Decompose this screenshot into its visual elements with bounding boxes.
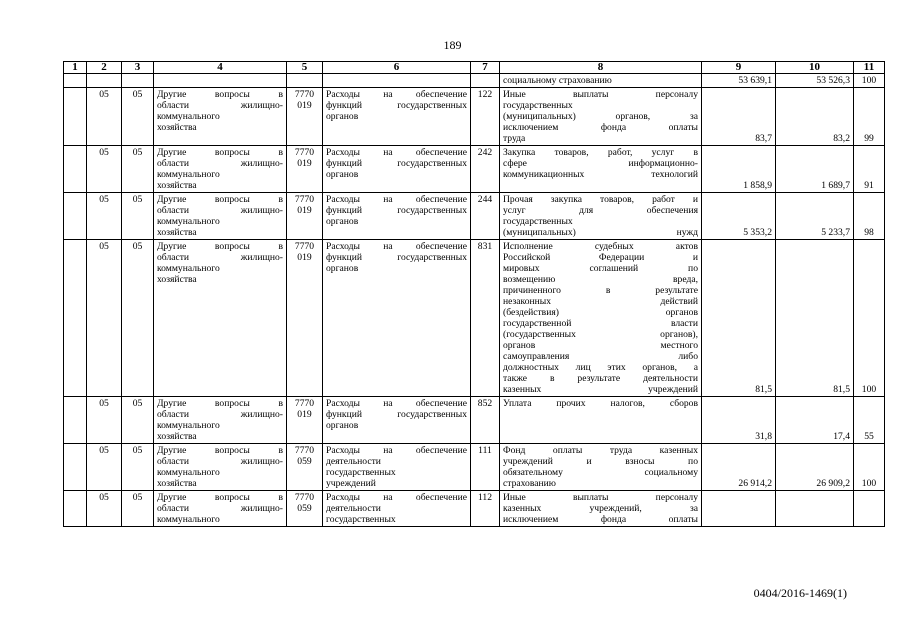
subsection-code: 05	[122, 88, 154, 146]
section-name-line: коммунального	[157, 263, 220, 274]
subsection-code: 05	[122, 193, 154, 240]
empty-cell	[64, 146, 87, 193]
expense-type-name-line: (бездействия) органов	[503, 307, 698, 318]
program-code	[287, 491, 323, 527]
expense-type-name-line: государственной власти	[503, 318, 698, 329]
section-code: 05	[87, 444, 122, 491]
expense-type-name-line: также в результате деятельности	[503, 373, 698, 384]
expense-type-name-line: труда	[503, 133, 526, 144]
expense-name-line: Расходы на обеспечение	[326, 241, 467, 252]
section-name-line: области жилищно-	[157, 158, 283, 169]
expense-type-code: 244	[471, 193, 500, 240]
table-row	[64, 193, 885, 240]
section-code: 05	[87, 397, 122, 444]
section-name-line: коммунального	[157, 420, 220, 431]
section-name-line: Другие вопросы в	[157, 445, 283, 456]
expense-type-name-line: Российской Федерации и	[503, 252, 698, 263]
expense-type-name-line: должностных лиц этих органов, а	[503, 362, 698, 373]
expense-type-name	[500, 146, 702, 193]
section-name-line: коммунального	[157, 216, 220, 227]
section-name-line: хозяйства	[157, 227, 197, 238]
expense-type-name-line: исключением фонда оплаты	[503, 514, 698, 525]
expense-name-line: Расходы на обеспечение	[326, 89, 467, 100]
section-name	[154, 146, 287, 193]
empty-cell	[154, 74, 287, 88]
header-row	[64, 62, 885, 74]
empty-cell	[87, 74, 122, 88]
expense-type-code: 242	[471, 146, 500, 193]
expense-type-name-line: Иные выплаты персоналу	[503, 89, 698, 100]
section-code: 05	[87, 240, 122, 397]
section-name-line: коммунального	[157, 467, 220, 478]
header-cell: 9	[702, 62, 776, 74]
expense-name	[323, 397, 471, 444]
subsection-code: 05	[122, 397, 154, 444]
expense-type-name	[500, 444, 702, 491]
header-cell: 11	[854, 62, 885, 74]
expense-name-line: государственных	[326, 514, 396, 525]
table-row	[64, 240, 885, 397]
actual-amount	[776, 491, 854, 527]
subsection-code: 05	[122, 491, 154, 527]
header-cell: 6	[323, 62, 471, 74]
execution-percent	[854, 491, 885, 527]
actual-amount: 17,4	[776, 397, 854, 444]
expense-name-line: Расходы на обеспечение	[326, 194, 467, 205]
section-name-line: хозяйства	[157, 478, 197, 489]
expense-type-name-line: (муниципальных) органов, за	[503, 111, 698, 122]
expense-name-line: функций государственных	[326, 158, 467, 169]
document-code: 0404/2016-1469(1)	[753, 586, 847, 600]
carry-row	[64, 74, 885, 88]
expense-type-name-line: Иные выплаты персоналу	[503, 492, 698, 503]
actual-amount: 26 909,2	[776, 444, 854, 491]
expense-name-line: функций государственных	[326, 205, 467, 216]
execution-percent: 55	[854, 397, 885, 444]
program-code	[287, 193, 323, 240]
expense-name-line: деятельности	[326, 503, 381, 514]
expense-name	[323, 240, 471, 397]
expense-type-name	[500, 193, 702, 240]
section-name	[154, 240, 287, 397]
table-row	[64, 444, 885, 491]
expense-type-name-line: (государственных органов),	[503, 329, 698, 340]
section-name-line: хозяйства	[157, 274, 197, 285]
actual-amount: 1 689,7	[776, 146, 854, 193]
expense-type-name-line: Закупка товаров, работ, услуг в	[503, 147, 698, 158]
plan-amount: 83,7	[702, 88, 776, 146]
program-code-line: 059	[297, 456, 312, 467]
expense-name-line: государственных	[326, 467, 396, 478]
plan-amount: 5 353,2	[702, 193, 776, 240]
expense-name-line: органов	[326, 216, 359, 227]
expense-name	[323, 193, 471, 240]
expense-name	[323, 88, 471, 146]
actual-amount: 5 233,7	[776, 193, 854, 240]
section-name-line: области жилищно-	[157, 252, 283, 263]
section-name-line: Другие вопросы в	[157, 398, 283, 409]
expense-type-code: 111	[471, 444, 500, 491]
section-code: 05	[87, 193, 122, 240]
expense-type-code: 122	[471, 88, 500, 146]
expense-name-line: функций государственных	[326, 252, 467, 263]
expense-name-line: функций государственных	[326, 409, 467, 420]
program-code-line: 7770	[294, 241, 315, 252]
expense-type-name-line: исключением фонда оплаты	[503, 122, 698, 133]
plan-amount: 1 858,9	[702, 146, 776, 193]
table-row	[64, 397, 885, 444]
section-name-line: коммунального	[157, 169, 220, 180]
execution-percent: 100	[854, 240, 885, 397]
expense-name-line: Расходы на обеспечение	[326, 445, 467, 456]
expense-type-name-line: учреждений и взносы по	[503, 456, 698, 467]
expense-name-line: учреждений	[326, 478, 376, 489]
execution-percent: 98	[854, 193, 885, 240]
program-code-line: 7770	[294, 89, 315, 100]
section-name-line: Другие вопросы в	[157, 147, 283, 158]
expense-type-name	[500, 88, 702, 146]
carry-description: социальному страхованию	[500, 74, 702, 88]
expense-type-name-line: услуг для обеспечения	[503, 205, 698, 216]
subsection-code: 05	[122, 444, 154, 491]
expense-name	[323, 491, 471, 527]
expense-type-name-line: Исполнение судебных актов	[503, 241, 698, 252]
section-name-line: хозяйства	[157, 122, 197, 133]
expense-type-name-line: мировых соглашений по	[503, 263, 698, 274]
expense-type-name-line: казенных учреждений	[503, 384, 698, 395]
execution-percent: 91	[854, 146, 885, 193]
expense-type-code: 112	[471, 491, 500, 527]
program-code-line: 059	[297, 503, 312, 514]
empty-cell	[64, 74, 87, 88]
expense-type-name-line: возмещению вреда,	[503, 274, 698, 285]
section-name-line: коммунального	[157, 111, 220, 122]
table-row	[64, 491, 885, 527]
expense-name-line: органов	[326, 263, 359, 274]
expense-name	[323, 444, 471, 491]
section-name-line: хозяйства	[157, 431, 197, 442]
header-cell: 8	[500, 62, 702, 74]
section-name-line: Другие вопросы в	[157, 241, 283, 252]
actual-amount: 83,2	[776, 88, 854, 146]
program-code-line: 7770	[294, 194, 315, 205]
header-cell: 1	[64, 62, 87, 74]
program-code-line: 7770	[294, 445, 315, 456]
table-row	[64, 88, 885, 146]
expense-type-name	[500, 491, 702, 527]
program-code-line: 7770	[294, 492, 315, 503]
expense-name-line: органов	[326, 420, 359, 431]
expense-type-name	[500, 240, 702, 397]
section-name	[154, 491, 287, 527]
actual-amount: 81,5	[776, 240, 854, 397]
section-name	[154, 88, 287, 146]
header-cell: 4	[154, 62, 287, 74]
program-code-line: 019	[297, 252, 312, 263]
expense-type-name-line: органов местного	[503, 340, 698, 351]
header-cell: 3	[122, 62, 154, 74]
page-number: 189	[443, 38, 462, 52]
program-code-line: 7770	[294, 147, 315, 158]
section-code: 05	[87, 491, 122, 527]
carry-percent: 100	[854, 74, 885, 88]
program-code	[287, 444, 323, 491]
expense-name	[323, 146, 471, 193]
expense-name-line: органов	[326, 111, 359, 122]
header-cell: 10	[776, 62, 854, 74]
expense-type-code: 852	[471, 397, 500, 444]
expense-type-name-line: обязательному социальному	[503, 467, 698, 478]
expense-type-name	[500, 397, 702, 444]
empty-cell	[64, 444, 87, 491]
section-name-line: области жилищно-	[157, 409, 283, 420]
section-name-line: области жилищно-	[157, 456, 283, 467]
expense-name-line: Расходы на обеспечение	[326, 492, 467, 503]
section-name-line: хозяйства	[157, 180, 197, 191]
expense-name-line: функций государственных	[326, 100, 467, 111]
expense-type-name-line: Фонд оплаты труда казенных	[503, 445, 698, 456]
section-name	[154, 397, 287, 444]
budget-table	[63, 61, 885, 527]
expense-type-name-line: сфере информационно-	[503, 158, 698, 169]
plan-amount: 81,5	[702, 240, 776, 397]
subsection-code: 05	[122, 146, 154, 193]
empty-cell	[64, 240, 87, 397]
expense-name-line: деятельности	[326, 456, 381, 467]
plan-amount: 26 914,2	[702, 444, 776, 491]
section-name-line: области жилищно-	[157, 205, 283, 216]
expense-type-name-line: казенных учреждений, за	[503, 503, 698, 514]
program-code-line: 019	[297, 100, 312, 111]
expense-type-name-line: самоуправления либо	[503, 351, 698, 362]
empty-cell	[64, 397, 87, 444]
header-cell: 2	[87, 62, 122, 74]
header-cell: 7	[471, 62, 500, 74]
section-name-line: области жилищно-	[157, 100, 283, 111]
section-name	[154, 444, 287, 491]
program-code	[287, 88, 323, 146]
expense-type-code: 831	[471, 240, 500, 397]
expense-name-line: Расходы на обеспечение	[326, 147, 467, 158]
empty-cell	[122, 74, 154, 88]
table-row	[64, 146, 885, 193]
empty-cell	[323, 74, 471, 88]
program-code-line: 019	[297, 158, 312, 169]
execution-percent: 100	[854, 444, 885, 491]
expense-type-name-line: государственных	[503, 100, 573, 111]
empty-cell	[287, 74, 323, 88]
carry-plan: 53 639,1	[702, 74, 776, 88]
section-code: 05	[87, 88, 122, 146]
expense-name-line: Расходы на обеспечение	[326, 398, 467, 409]
empty-cell	[64, 193, 87, 240]
section-name-line: Другие вопросы в	[157, 194, 283, 205]
program-code-line: 019	[297, 205, 312, 216]
section-name-line: Другие вопросы в	[157, 89, 283, 100]
program-code-line: 019	[297, 409, 312, 420]
expense-type-name-line: страхованию	[503, 478, 556, 489]
section-code: 05	[87, 146, 122, 193]
program-code	[287, 146, 323, 193]
execution-percent: 99	[854, 88, 885, 146]
plan-amount: 31,8	[702, 397, 776, 444]
subsection-code: 05	[122, 240, 154, 397]
expense-type-name-line: (муниципальных) нужд	[503, 227, 698, 238]
empty-cell	[471, 74, 500, 88]
expense-type-name-line: незаконных действий	[503, 296, 698, 307]
program-code	[287, 397, 323, 444]
carry-actual: 53 526,3	[776, 74, 854, 88]
expense-type-name-line: коммуникационных технологий	[503, 169, 698, 180]
program-code	[287, 240, 323, 397]
expense-type-name-line: Уплата прочих налогов, сборов	[503, 398, 698, 409]
program-code-line: 7770	[294, 398, 315, 409]
section-name	[154, 193, 287, 240]
section-name-line: Другие вопросы в	[157, 492, 283, 503]
section-name-line: коммунального	[157, 514, 220, 525]
expense-type-name-line: Прочая закупка товаров, работ и	[503, 194, 698, 205]
header-cell: 5	[287, 62, 323, 74]
plan-amount	[702, 491, 776, 527]
empty-cell	[64, 88, 87, 146]
expense-type-name-line: причиненного в результате	[503, 285, 698, 296]
section-name-line: области жилищно-	[157, 503, 283, 514]
expense-type-name-line: государственных	[503, 216, 573, 227]
empty-cell	[64, 491, 87, 527]
expense-name-line: органов	[326, 169, 359, 180]
